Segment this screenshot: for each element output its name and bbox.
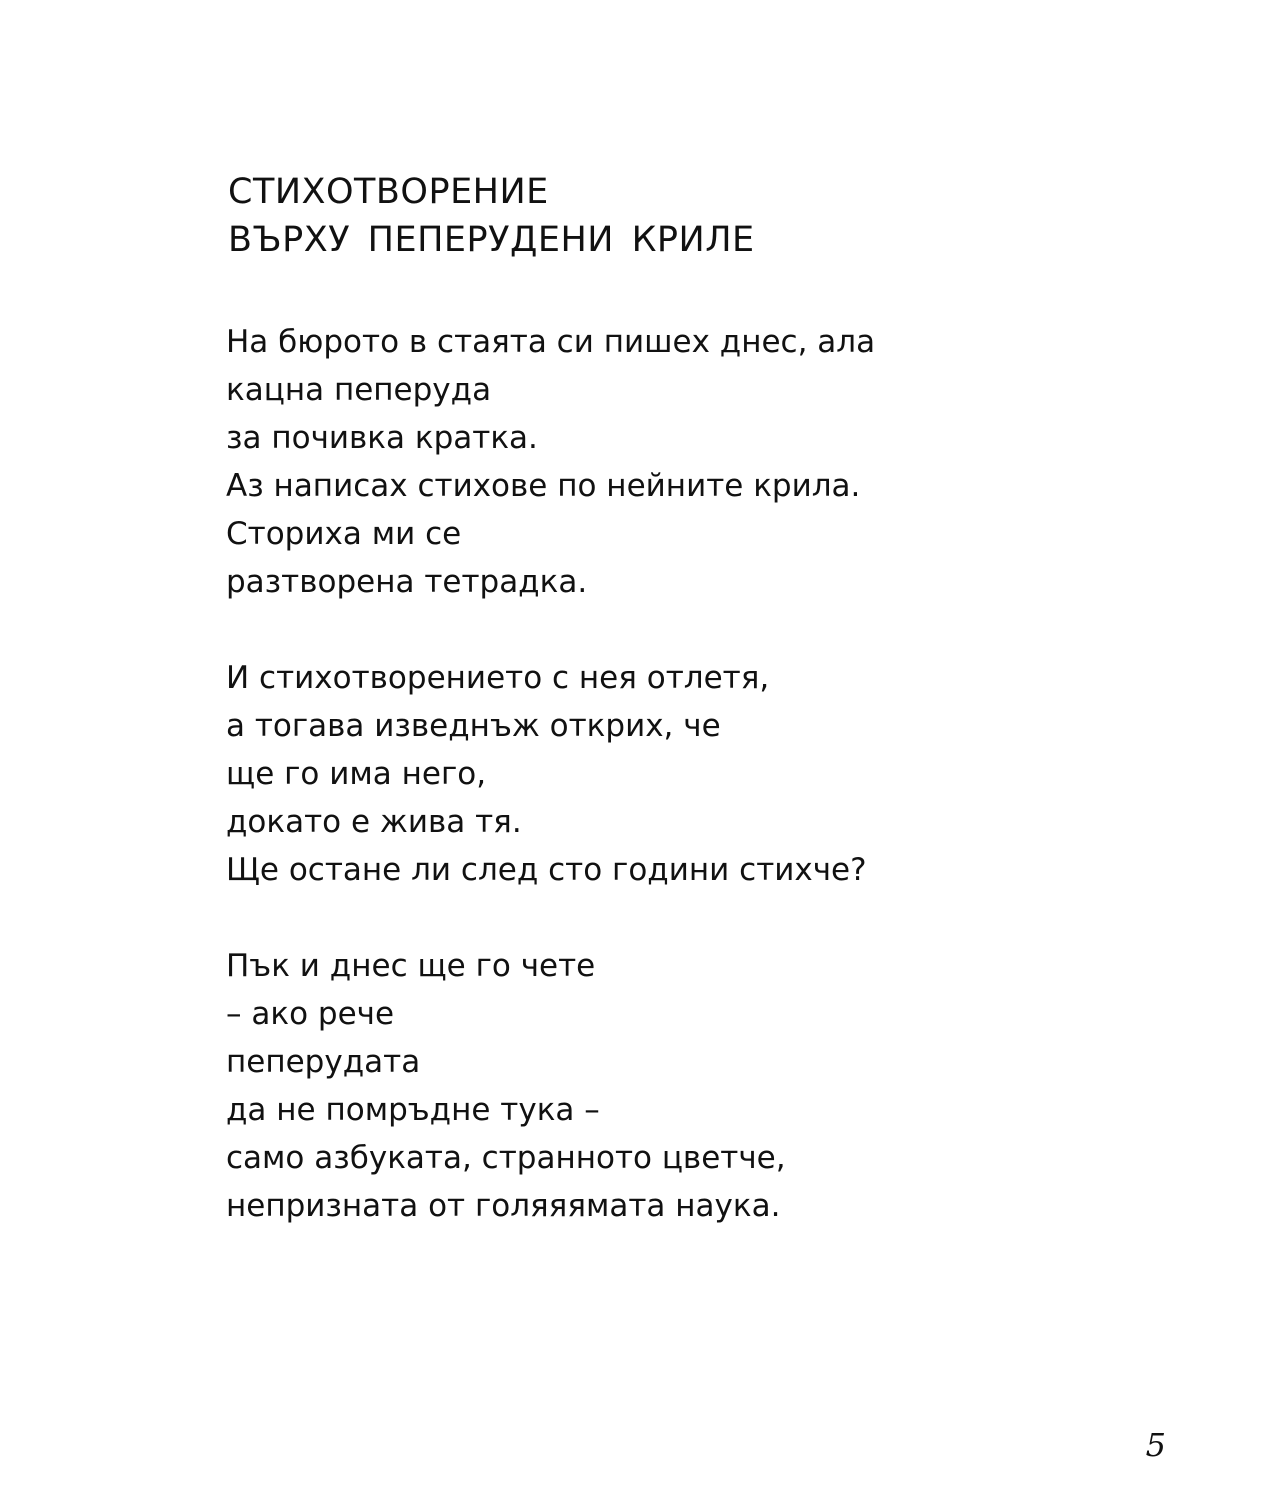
poem-title: [228, 168, 755, 264]
stanza-2: [226, 654, 867, 894]
stanza-1: [226, 318, 875, 606]
poem-line: разтворена тетрадка.: [226, 564, 588, 600]
poem-line: кацна пеперуда: [226, 372, 492, 408]
poem-line: за почивка кратка.: [226, 420, 538, 456]
poem-line: ще го има него,: [226, 756, 487, 792]
poem-line: пеперудата: [226, 1044, 421, 1080]
poem-line: непризната от голяяямата наука.: [226, 1188, 781, 1224]
page-number: 5: [1145, 1426, 1166, 1464]
poem-line: И стихотворението с нея отлетя,: [226, 660, 770, 696]
poem-line: Ще остане ли след сто години стихче?: [226, 852, 867, 888]
poem-line: да не помръдне тука –: [226, 1092, 600, 1128]
poem-title-line-1: СТИХОТВОРЕНИЕ: [228, 172, 549, 212]
poem-line: докато е жива тя.: [226, 804, 522, 840]
stanza-3: [226, 942, 786, 1230]
poem-line: На бюрото в стаята си пишех днес, ала: [226, 324, 876, 360]
poem-line: а тогава изведнъж открих, че: [226, 708, 721, 744]
poem-line: Аз написах стихове по нейните крила.: [226, 468, 861, 504]
poem-line: – ако рече: [226, 996, 395, 1032]
poem-line: Сториха ми се: [226, 516, 462, 552]
poem-line: само азбуката, странното цветче,: [226, 1140, 786, 1176]
poem-title-line-2: ВЪРХУ ПЕПЕРУДЕНИ КРИЛЕ: [228, 220, 755, 260]
poem-line: Пък и днес ще го чете: [226, 948, 596, 984]
